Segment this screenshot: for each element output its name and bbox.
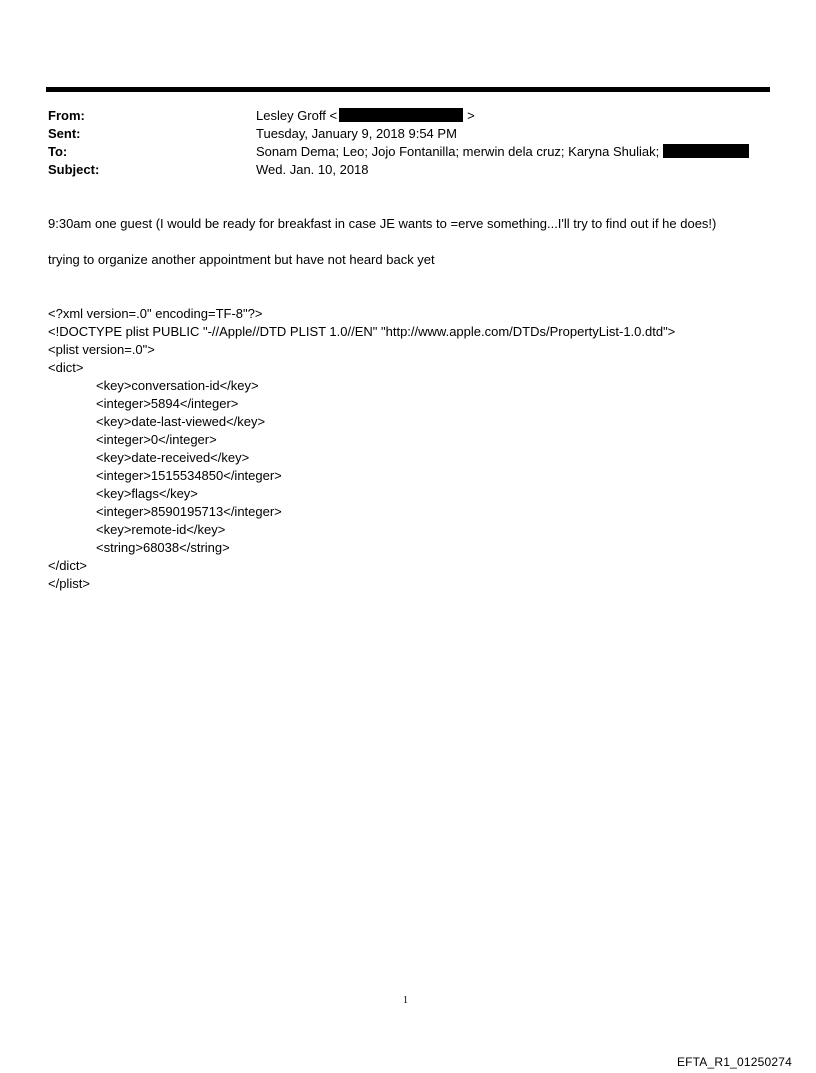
from-name: Lesley Groff < (256, 108, 338, 123)
redacted-email (339, 108, 463, 122)
plist-line: <key>conversation-id</key> (96, 378, 259, 393)
plist-line: <integer>8590195713</integer> (96, 504, 282, 519)
document-id: EFTA_R1_01250274 (676, 1055, 792, 1069)
plist-line: <!DOCTYPE plist PUBLIC "-//Apple//DTD PLIST 1.0//EN" "http://www.apple.com/DTDs/PropertyList-1.0.dtd"> (48, 324, 676, 339)
body-paragraph-1: 9:30am one guest (I would be ready for breakfast in case JE wants to =erve something...I'll try to find out if he does!) (48, 216, 717, 231)
plist-line: <key>date-last-viewed</key> (96, 414, 266, 429)
plist-line: <key>date-received</key> (96, 450, 250, 465)
body-paragraph-2: trying to organize another appointment but have not heard back yet (48, 252, 435, 267)
sent-row (48, 125, 768, 143)
plist-line: <integer>1515534850</integer> (96, 468, 282, 483)
subject-value: Wed. Jan. 10, 2018 (256, 162, 369, 177)
plist-block (48, 305, 778, 593)
subject-row (48, 161, 768, 179)
from-close-bracket: > (467, 108, 475, 123)
plist-line: <?xml version=.0" encoding=TF-8"?> (48, 306, 263, 321)
plist-line: <integer>0</integer> (96, 432, 217, 447)
plist-line: <key>remote-id</key> (96, 522, 226, 537)
to-recipients: Sonam Dema; Leo; Jojo Fontanilla; merwin dela cruz; Karyna Shuliak; (256, 144, 660, 159)
plist-line: </plist> (48, 576, 90, 591)
plist-line: <dict> (48, 360, 84, 375)
header-rule (46, 87, 770, 92)
plist-line: <string>68038</string> (96, 540, 230, 555)
to-label: To: (48, 144, 68, 159)
redacted-recipient (663, 144, 749, 158)
plist-line: <integer>5894</integer> (96, 396, 239, 411)
sent-label: Sent: (48, 126, 81, 141)
plist-line: <key>flags</key> (96, 486, 198, 501)
from-label: From: (48, 108, 85, 123)
from-value (256, 107, 768, 125)
to-value (256, 143, 768, 161)
plist-line: <plist version=.0"> (48, 342, 155, 357)
to-row (48, 143, 768, 161)
plist-line: </dict> (48, 558, 88, 573)
subject-label: Subject: (48, 162, 100, 177)
page-number: 1 (403, 995, 408, 1006)
email-header (48, 107, 768, 179)
sent-value: Tuesday, January 9, 2018 9:54 PM (256, 126, 457, 141)
from-row (48, 107, 768, 125)
